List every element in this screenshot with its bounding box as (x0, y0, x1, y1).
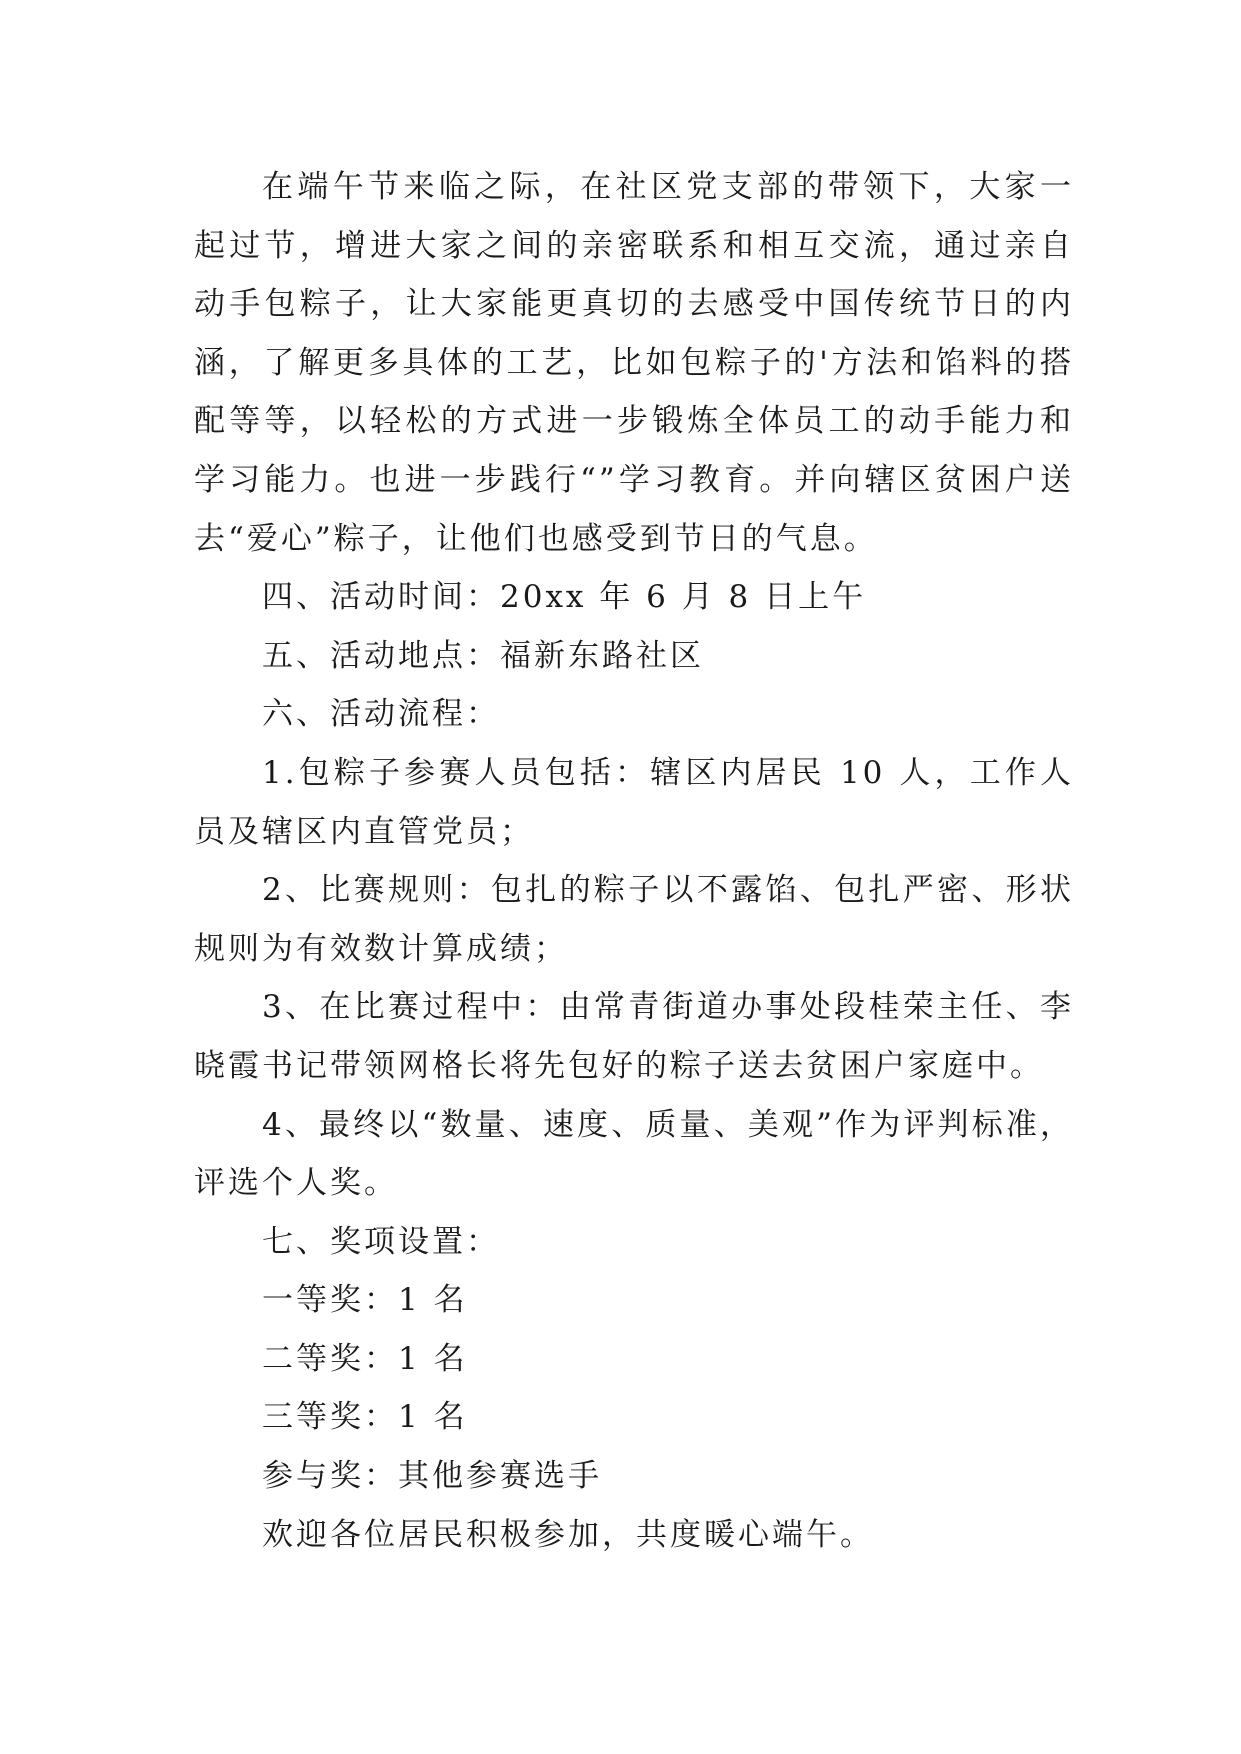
process-item-2: 2、比赛规则：包扎的粽子以不露馅、包扎严密、形状规则为有效数计算成绩； (194, 872, 1074, 967)
award-first: 一等奖：1 名 (262, 1282, 468, 1319)
process-item-3: 3、在比赛过程中：由常青街道办事处段桂荣主任、李晓霞书记带领网格长将先包好的粽子送去贫困户家庭中。 (194, 989, 1074, 1084)
document-body (194, 158, 1074, 1564)
award-participation: 参与奖：其他参赛选手 (262, 1458, 602, 1495)
award-third: 三等奖：1 名 (262, 1399, 468, 1436)
activity-place: 五、活动地点：福新东路社区 (262, 637, 704, 674)
closing-line: 欢迎各位居民积极参加，共度暖心端午。 (262, 1516, 874, 1553)
award-second: 二等奖：1 名 (262, 1340, 468, 1377)
intro-paragraph: 在端午节来临之际，在社区党支部的带领下，大家一起过节，增进大家之间的亲密联系和相互交流，通过亲自动手包粽子，让大家能更真切的去感受中国传统节日的内涵，了解更多具体的工艺，比如包粽子的'方法和馅料的搭配等等，以轻松的方式进一步锻炼全体员工的动手能力和学习能力。也进一步践行“”学习教育。并向辖区贫困户送去“爱心”粽子，让他们也感受到节日的气息。 (194, 169, 1074, 557)
process-heading: 六、活动流程： (262, 696, 500, 733)
process-item-4: 4、最终以“数量、速度、质量、美观”作为评判标准，评选个人奖。 (194, 1106, 1074, 1202)
activity-time: 四、活动时间：20xx 年 6 月 8 日上午 (262, 579, 867, 616)
awards-heading: 七、奖项设置： (262, 1223, 500, 1260)
process-item-1: 1.包粽子参赛人员包括：辖区内居民 10 人，工作人员及辖区内直管党员； (194, 754, 1074, 850)
